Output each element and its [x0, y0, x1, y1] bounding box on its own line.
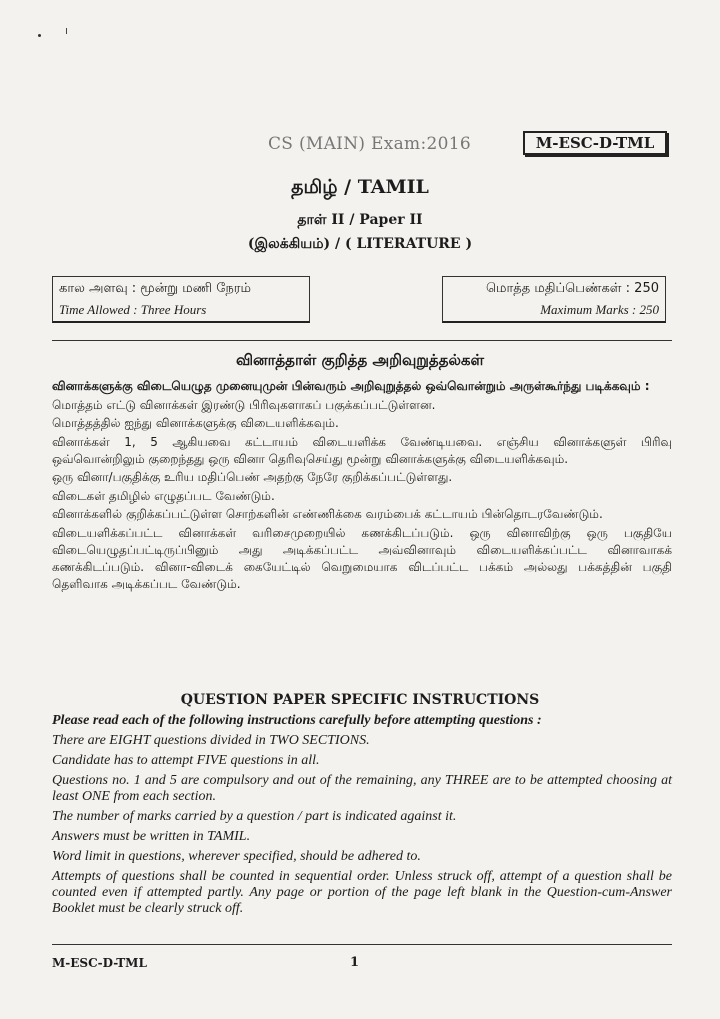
- paper-title: தாள் II / Paper II: [297, 212, 423, 228]
- time-allowed-tamil: கால அளவு : மூன்று மணி நேரம்: [59, 281, 251, 296]
- maximum-marks-english: Maximum Marks : 250: [540, 302, 659, 317]
- scan-speck: [38, 34, 41, 37]
- subject-title: தமிழ் / TAMIL: [291, 176, 429, 198]
- tamil-instruction: விடைகள் தமிழில் எழுதப்பட வேண்டும்.: [52, 488, 275, 503]
- english-instructions-heading: QUESTION PAPER SPECIFIC INSTRUCTIONS: [180, 692, 540, 708]
- english-instruction: Attempts of questions shall be counted in sequential order. Unless struck off, attempt of a question shall be counted even if attempted partly. Any page or portion of the page left blank in the Question-cum-Answer Booklet must be clearly struck off.: [52, 869, 672, 916]
- maximum-marks-tamil: மொத்த மதிப்பெண்கள் : 250: [485, 281, 659, 296]
- english-instruction-lead: Please read each of the following instructions carefully before attempting questions :: [52, 713, 542, 728]
- tamil-instruction: மொத்தம் எட்டு வினாக்கள் இரண்டு பிரிவுகளாகப் பகுக்கப்பட்டுள்ளன.: [52, 397, 436, 412]
- tamil-instruction: ஒரு வினா/பகுதிக்கு உரிய மதிப்பெண் அதற்கு நேரே குறிக்கப்பட்டுள்ளது.: [52, 470, 453, 485]
- time-allowed-english: Time Allowed : Three Hours: [59, 302, 207, 317]
- divider: [52, 340, 672, 341]
- tamil-instruction: வினாக்கள் 1, 5 ஆகியவை கட்டாயம் விடையளிக்க வேண்டியவை. எஞ்சிய வினாக்களுள் பிரிவு ஒவ்வொன்றிலும் குறைந்தது ஒரு வினா தெரிவுசெய்து மூன்று வினாக்களுக்கு விடையளிக்கவும்.: [52, 434, 672, 466]
- paper-code-box: M-ESC-D-TML: [523, 131, 667, 155]
- tamil-instruction: மொத்தத்தில் ஐந்து வினாக்களுக்கு விடையளிக்கவும்.: [52, 416, 339, 430]
- tamil-instruction: விடையளிக்கப்பட்ட வினாக்கள் வரிசைமுறையில் கணக்கிடப்படும். ஒரு வினாவிற்கு ஒரு பகுதியே விடையெழுதப்பட்டிருப்பினும் அது அடிக்கப்பட்ட அவ்வினாவும் விடையளிக்கப்பட்ட வினாவாகக் கணக்கிடப்படும். வினா-விடைக் கையேட்டில் வெறுமையாக விடப்பட்ட பக்கம் அல்லது பக்கத்தின் பகுதி தெளிவாக அடிக்கப்பட வேண்டும்.: [52, 525, 672, 592]
- tamil-instructions-heading: வினாத்தாள் குறித்த அறிவுறுத்தல்கள்: [235, 351, 485, 369]
- english-instruction: Answers must be written in TAMIL.: [52, 829, 251, 844]
- scan-speck: [66, 28, 67, 34]
- tamil-instructions: [52, 378, 672, 594]
- time-allowed-box: [52, 276, 310, 323]
- footer-paper-code: M-ESC-D-TML: [52, 956, 147, 970]
- tamil-instruction: வினாக்களுக்கு விடையெழுத முனையுமுன் பின்வரும் அறிவுறுத்தல் ஒவ்வொன்றும் அருள்கூர்ந்து படிக்கவும் :: [52, 379, 650, 393]
- exam-name: CS (MAIN) Exam:2016: [268, 134, 471, 154]
- english-instruction: Questions no. 1 and 5 are compulsory and out of the remaining, any THREE are to be attempted choosing at least ONE from each section.: [52, 773, 672, 804]
- english-instruction: Word limit in questions, wherever specified, should be adhered to.: [52, 849, 421, 864]
- page-number: 1: [350, 955, 360, 970]
- english-instruction: There are EIGHT questions divided in TWO SECTIONS.: [52, 733, 370, 748]
- section-title: (இலக்கியம்) / ( LITERATURE ): [247, 236, 473, 252]
- divider: [52, 944, 672, 945]
- english-instruction: Candidate has to attempt FIVE questions in all.: [52, 753, 320, 768]
- english-instruction: The number of marks carried by a question / part is indicated against it.: [52, 809, 457, 824]
- english-instructions: [52, 713, 672, 921]
- maximum-marks-box: [442, 276, 666, 323]
- tamil-instruction: வினாக்களில் குறிக்கப்பட்டுள்ள சொற்களின் எண்ணிக்கை வரம்பைக் கட்டாயம் பின்தொடரவேண்டும்.: [52, 507, 603, 522]
